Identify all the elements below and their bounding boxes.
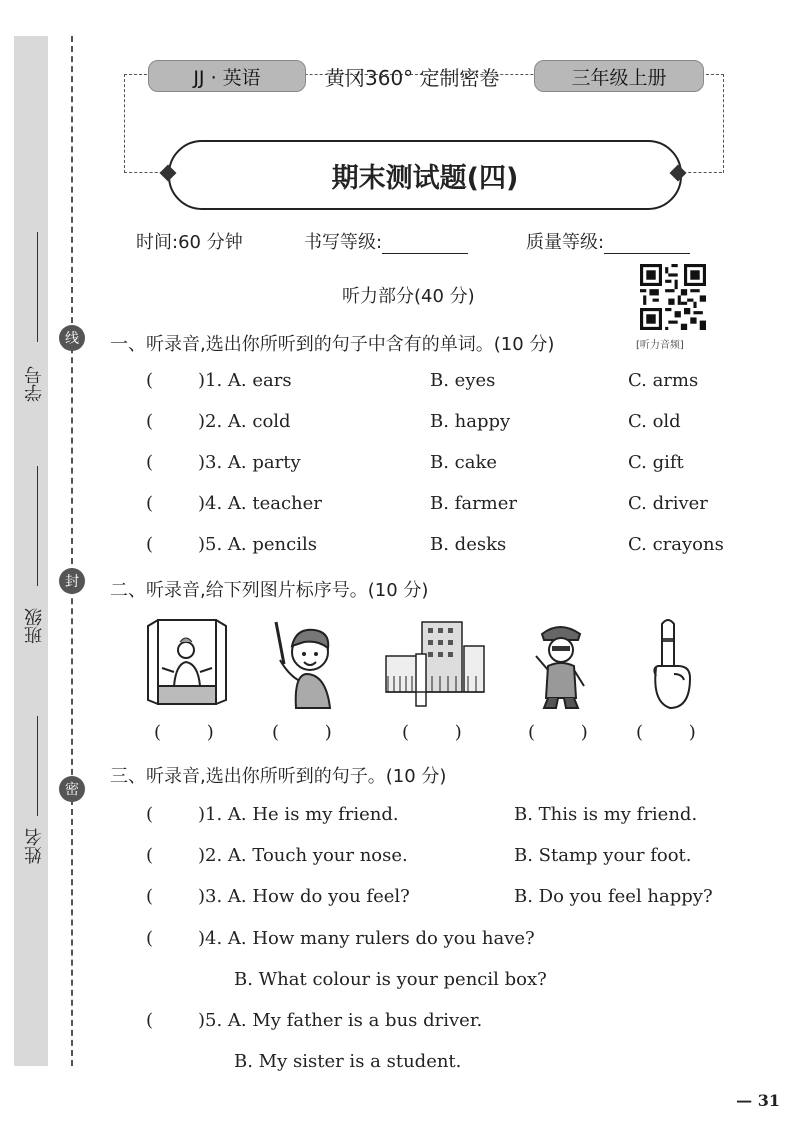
option-c[interactable]: C. old bbox=[628, 411, 681, 432]
police-officer-picture bbox=[528, 616, 594, 710]
option-b[interactable]: B. Stamp your foot. bbox=[514, 845, 692, 866]
grade-badge: 三年级上册 bbox=[534, 60, 704, 92]
listening-heading: 听力部分(40 分) bbox=[342, 286, 475, 307]
cut-line bbox=[71, 36, 73, 1066]
exam-time: 时间:60 分钟 bbox=[136, 232, 243, 253]
option-a[interactable]: )2. A. Touch your nose. bbox=[198, 845, 408, 866]
name-label: 姓名 bbox=[24, 828, 45, 864]
option-c[interactable]: C. gift bbox=[628, 452, 684, 473]
section1-heading: 一、听录音,选出你所听到的句子中含有的单词。(10 分) bbox=[110, 334, 555, 355]
qr-caption: [听力音频] bbox=[636, 340, 684, 351]
option-b[interactable]: B. eyes bbox=[430, 370, 496, 391]
answer-paren[interactable]: ( bbox=[146, 411, 154, 432]
option-b[interactable]: B. cake bbox=[430, 452, 498, 473]
subject-badge: JJ · 英语 bbox=[148, 60, 306, 92]
picture-answer-blank[interactable]: ( ) bbox=[636, 722, 696, 743]
section2-heading: 二、听录音,给下列图片标序号。(10 分) bbox=[110, 580, 429, 601]
option-c[interactable]: C. driver bbox=[628, 493, 708, 514]
answer-paren[interactable]: ( bbox=[146, 452, 154, 473]
answer-paren[interactable]: ( bbox=[146, 928, 154, 949]
option-b[interactable]: B. This is my friend. bbox=[514, 804, 698, 825]
answer-paren[interactable]: ( bbox=[146, 493, 154, 514]
option-c[interactable]: C. arms bbox=[628, 370, 699, 391]
seal-seal: 封 bbox=[59, 568, 85, 594]
option-b[interactable]: B. My sister is a student. bbox=[234, 1051, 462, 1072]
answer-paren[interactable]: ( bbox=[146, 1010, 154, 1031]
option-b[interactable]: B. What colour is your pencil box? bbox=[234, 969, 547, 990]
seal-secret: 密 bbox=[59, 776, 85, 802]
writing-grade bbox=[304, 228, 468, 254]
picture-answer-blank[interactable]: ( ) bbox=[528, 722, 588, 743]
option-b[interactable]: B. happy bbox=[430, 411, 511, 432]
option-a[interactable]: )2. A. cold bbox=[198, 411, 291, 432]
answer-paren[interactable]: ( bbox=[146, 804, 154, 825]
page-number: — 31 bbox=[736, 1091, 780, 1110]
section3-heading: 三、听录音,选出你所听到的句子。(10 分) bbox=[110, 766, 447, 787]
quality-grade-blank[interactable] bbox=[604, 233, 690, 254]
class-line bbox=[37, 466, 38, 586]
page-title: 期末测试题(四) bbox=[168, 140, 682, 210]
option-a[interactable]: )1. A. He is my friend. bbox=[198, 804, 399, 825]
one-finger-picture bbox=[644, 616, 696, 710]
option-c[interactable]: C. crayons bbox=[628, 534, 724, 555]
school-gate-picture bbox=[384, 616, 486, 710]
picture-answer-blank[interactable]: ( ) bbox=[154, 722, 214, 743]
writing-grade-label: 书写等级: bbox=[304, 232, 383, 253]
series-title: 黄冈360° 定制密卷 bbox=[325, 66, 500, 90]
option-a[interactable]: )4. A. How many rulers do you have? bbox=[198, 928, 535, 949]
option-a[interactable]: )5. A. pencils bbox=[198, 534, 317, 555]
student-id-line bbox=[37, 232, 38, 342]
writing-grade-blank[interactable] bbox=[382, 233, 468, 254]
option-a[interactable]: )5. A. My father is a bus driver. bbox=[198, 1010, 483, 1031]
binding-sidebar bbox=[14, 36, 48, 1066]
name-line bbox=[37, 716, 38, 816]
option-a[interactable]: )1. A. ears bbox=[198, 370, 292, 391]
answer-paren[interactable]: ( bbox=[146, 370, 154, 391]
quality-grade-label: 质量等级: bbox=[526, 232, 605, 253]
option-a[interactable]: )4. A. teacher bbox=[198, 493, 322, 514]
quality-grade bbox=[526, 228, 690, 254]
answer-paren[interactable]: ( bbox=[146, 534, 154, 555]
option-a[interactable]: )3. A. party bbox=[198, 452, 301, 473]
answer-paren[interactable]: ( bbox=[146, 845, 154, 866]
boy-writing-picture bbox=[268, 616, 340, 710]
window-picture bbox=[146, 616, 228, 710]
option-b[interactable]: B. Do you feel happy? bbox=[514, 886, 713, 907]
option-b[interactable]: B. farmer bbox=[430, 493, 517, 514]
option-a[interactable]: )3. A. How do you feel? bbox=[198, 886, 410, 907]
qr-code-icon[interactable] bbox=[640, 264, 706, 330]
answer-paren[interactable]: ( bbox=[146, 886, 154, 907]
option-b[interactable]: B. desks bbox=[430, 534, 507, 555]
picture-answer-blank[interactable]: ( ) bbox=[272, 722, 332, 743]
student-id-label: 学号 bbox=[24, 366, 45, 402]
class-label: 班级 bbox=[24, 608, 45, 644]
seal-line: 线 bbox=[59, 325, 85, 351]
picture-answer-blank[interactable]: ( ) bbox=[402, 722, 462, 743]
